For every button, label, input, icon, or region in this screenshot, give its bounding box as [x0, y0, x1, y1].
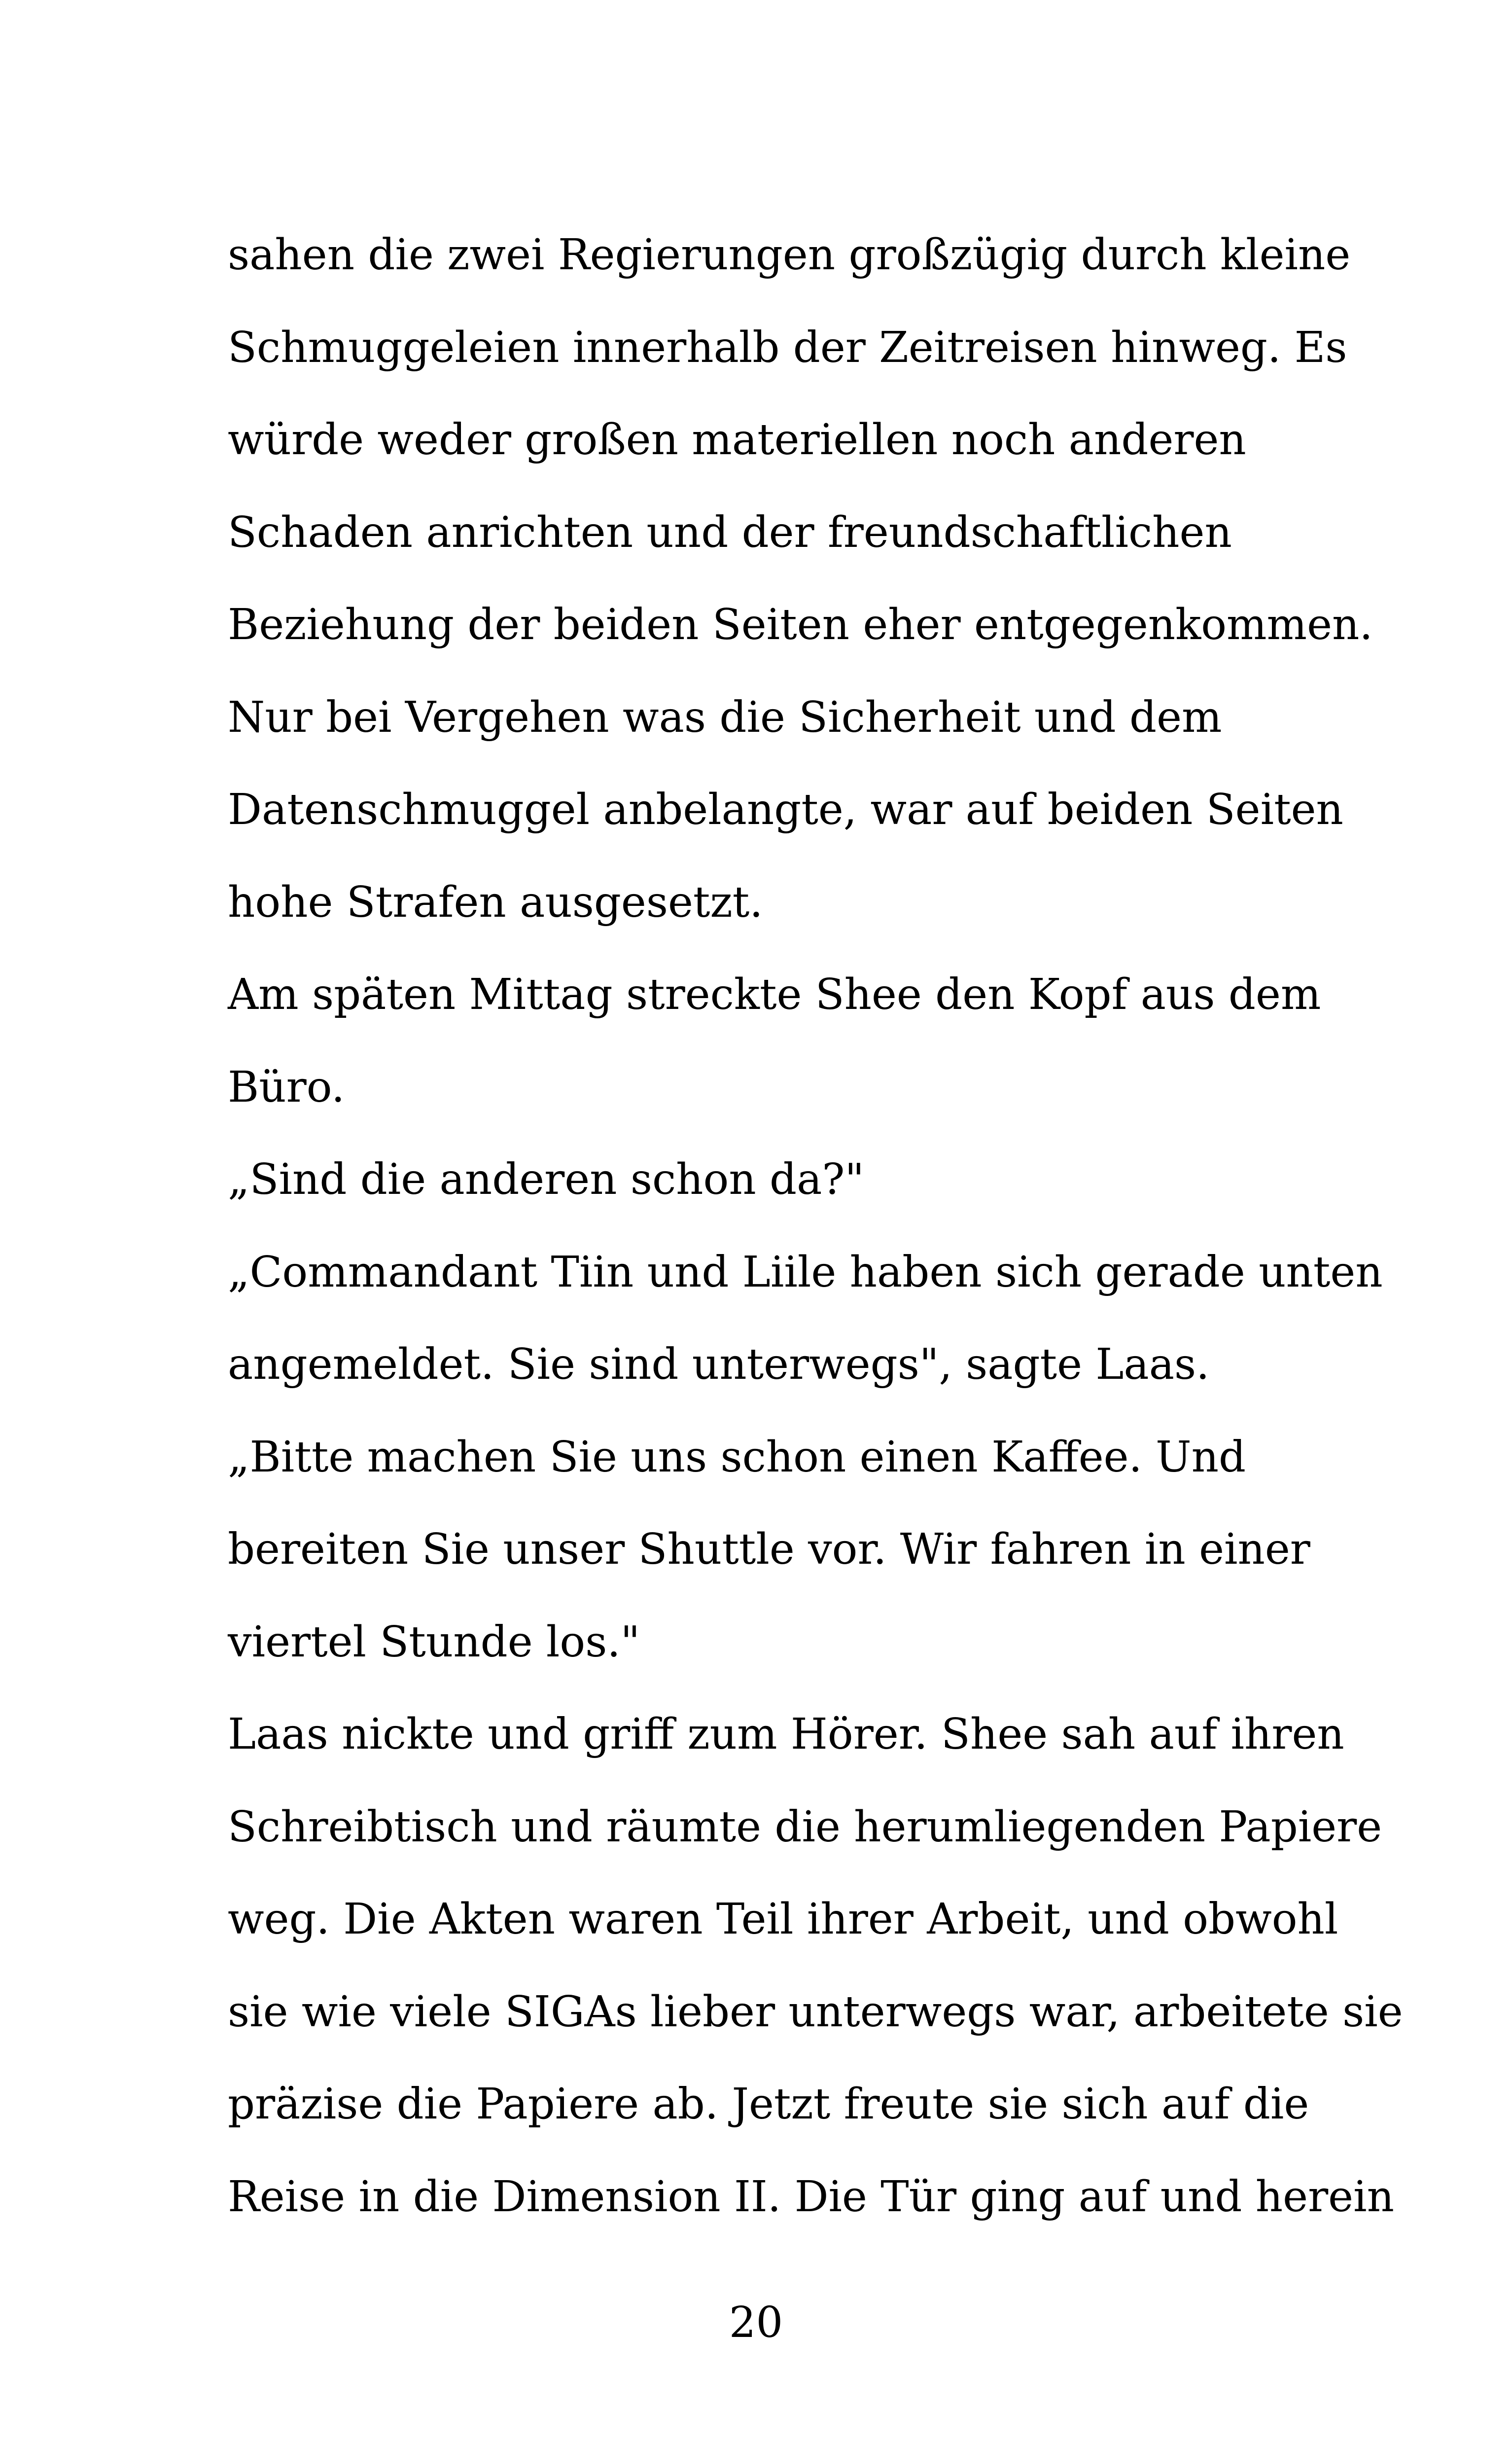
text-line: „Commandant Tiin und Liile haben sich gerade unten	[228, 1247, 1383, 1297]
text-line: würde weder großen materiellen noch anderen	[228, 415, 1246, 465]
text-line: Laas nickte und griff zum Hörer. Shee sah auf ihren	[228, 1710, 1344, 1759]
text-line: Datenschmuggel anbelangte, war auf beiden Seiten	[228, 785, 1343, 834]
text-line: weg. Die Akten waren Teil ihrer Arbeit, und obwohl	[228, 1895, 1338, 1944]
text-line: angemeldet. Sie sind unterwegs", sagte Laas.	[228, 1340, 1210, 1389]
text-line: Schmuggeleien innerhalb der Zeitreisen hinweg. Es	[228, 323, 1347, 372]
text-line: Büro.	[228, 1062, 345, 1112]
text-line: Am späten Mittag streckte Shee den Kopf aus dem	[228, 970, 1321, 1019]
text-line: „Sind die anderen schon da?"	[228, 1155, 865, 1204]
text-line: Beziehung der beiden Seiten eher entgegenkommen.	[228, 600, 1373, 649]
text-line: sie wie viele SIGAs lieber unterwegs war, arbeitete sie	[228, 1987, 1403, 2037]
text-line: Schreibtisch und räumte die herumliegenden Papiere	[228, 1802, 1382, 1852]
text-line: bereiten Sie unser Shuttle vor. Wir fahren in einer	[228, 1525, 1310, 1574]
body-text	[228, 209, 1403, 2243]
text-line: präzise die Papiere ab. Jetzt freute sie sich auf die	[228, 2080, 1309, 2129]
text-line: Reise in die Dimension II. Die Tür ging auf und herein	[228, 2172, 1394, 2222]
text-line: hohe Strafen ausgesetzt.	[228, 877, 763, 927]
text-line: sahen die zwei Regierungen großzügig durch kleine	[228, 230, 1351, 280]
text-line: viertel Stunde los."	[228, 1617, 640, 1667]
text-line: Schaden anrichten und der freundschaftlichen	[228, 507, 1232, 557]
text-line: „Bitte machen Sie uns schon einen Kaffee. Und	[228, 1432, 1246, 1482]
text-line: Nur bei Vergehen was die Sicherheit und dem	[228, 692, 1222, 742]
page-number: 20	[729, 2298, 783, 2347]
